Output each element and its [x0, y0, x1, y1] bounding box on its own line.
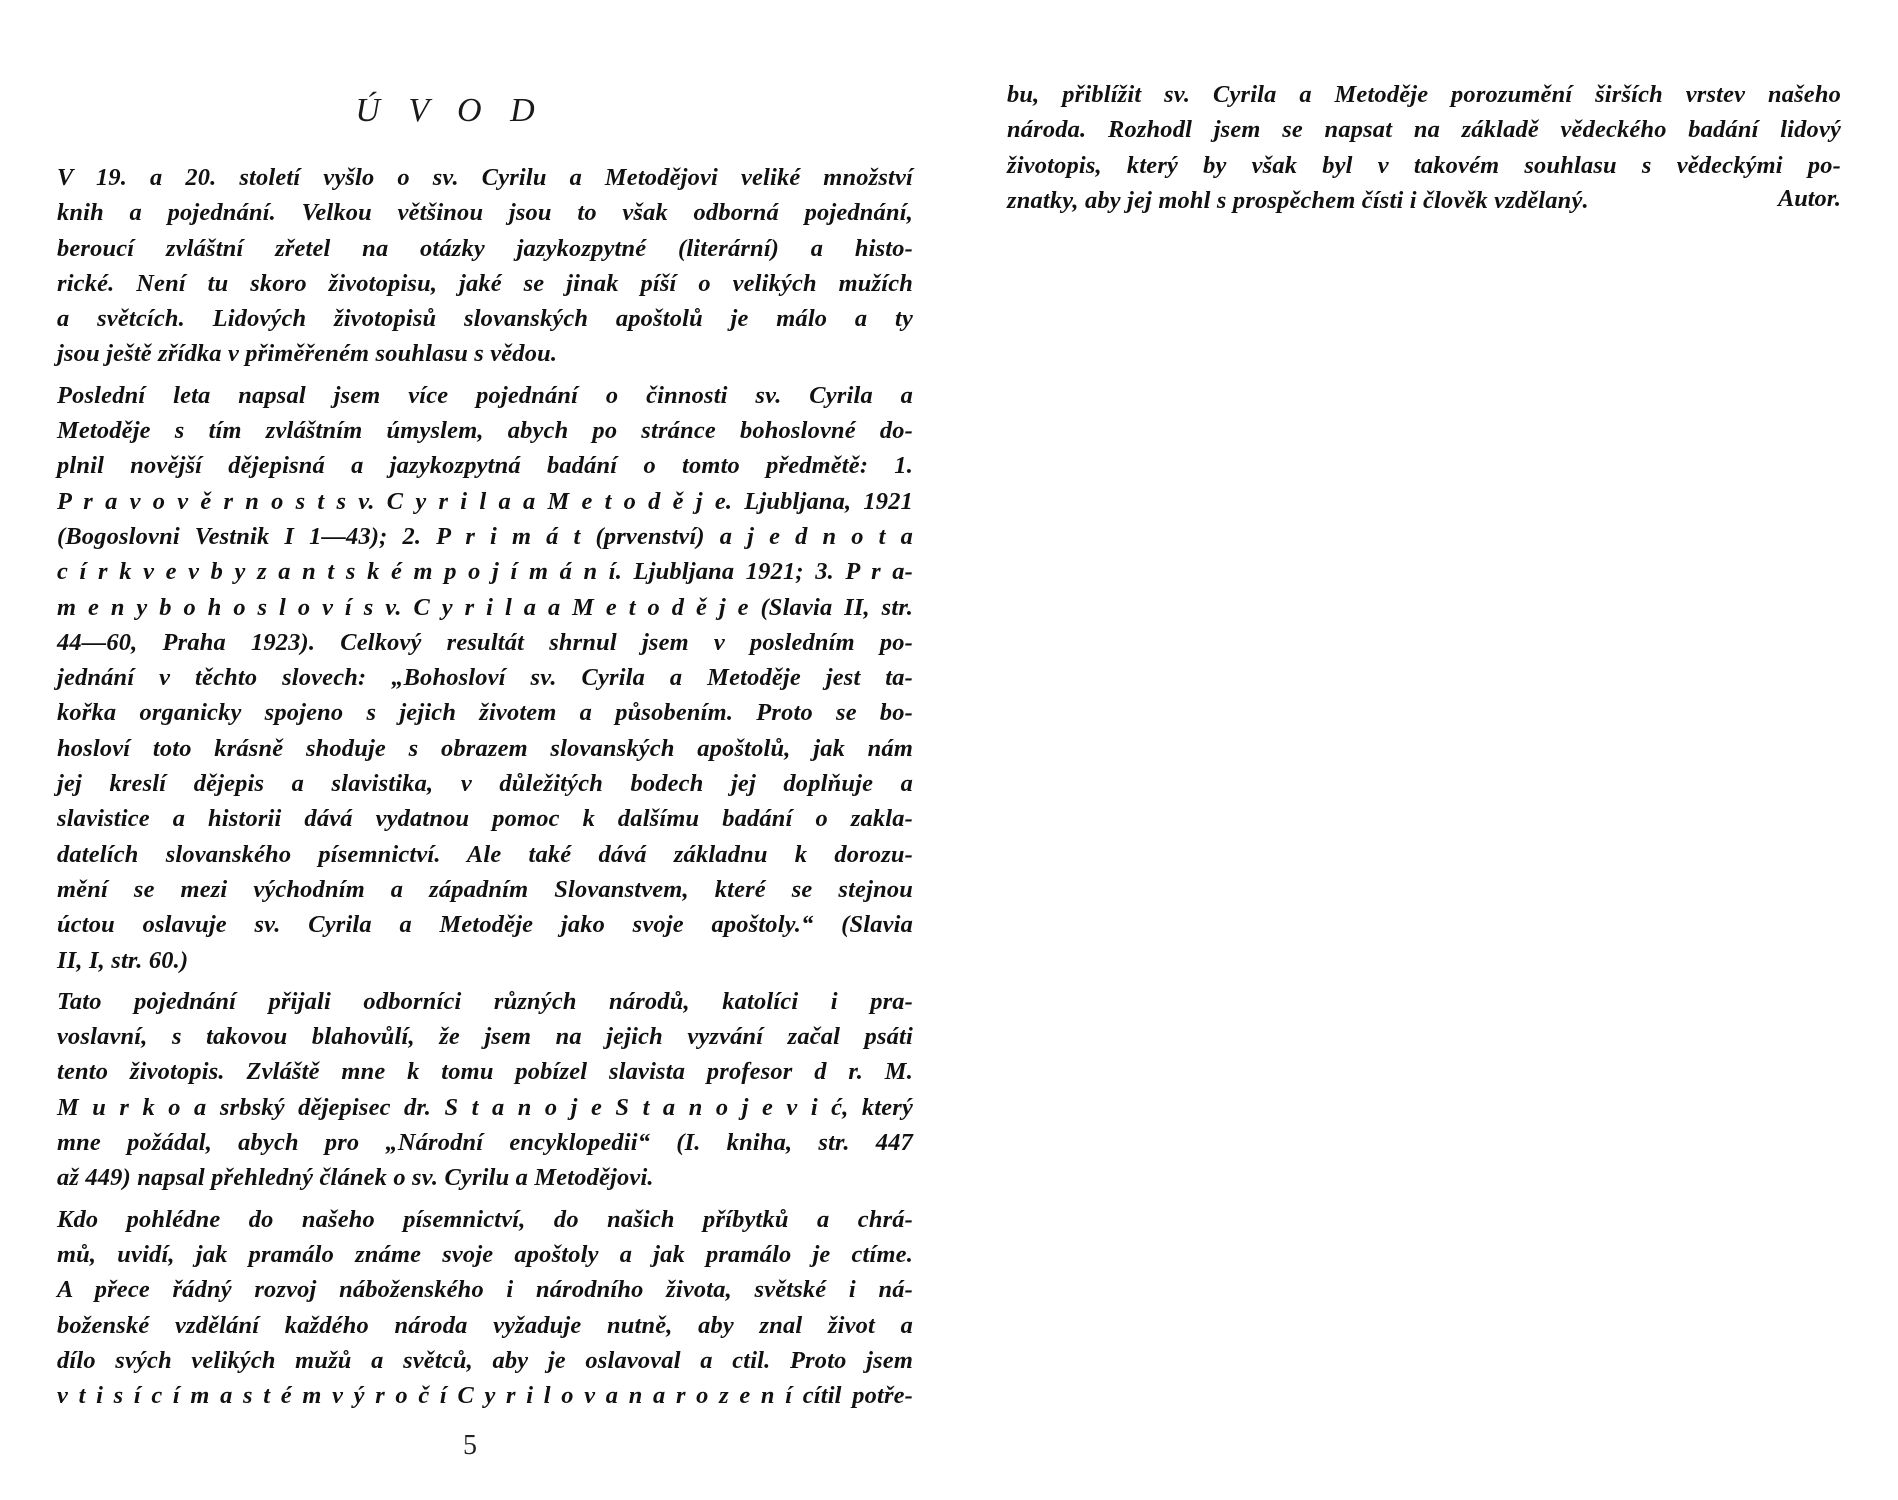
text-line: hosloví toto krásně shoduje s obrazem slovanských apoštolů, jak nám [57, 734, 913, 762]
text-line: datelích slovanského písemnictví. Ale také dává základnu k dorozu- [57, 840, 913, 868]
right-body-text [1007, 77, 1841, 218]
text-line: voslavní, s takovou blahovůlí, že jsem na jejich vyzvání začal psáti [57, 1023, 913, 1051]
text-line: národa. Rozhodl jsem se napsat na základě vědeckého badání lidový [1007, 116, 1841, 144]
text-line: životopis, který by však byl v takovém souhlasu s vědeckými po- [1007, 151, 1841, 179]
text-line: rické. Není tu skoro životopisu, jaké se jinak píší o velikých mužích [57, 269, 913, 297]
text-line: plnil novější dějepisná a jazykozpytná badání o tomto předmětě: 1. [57, 452, 913, 480]
text-line: mne požádal, abych pro „Národní encyklopedii“ (I. kniha, str. 447 [57, 1129, 913, 1157]
text-line: c í r k v e v b y z a n t s k é m p o j í m á n í. Ljubljana 1921; 3. P r a- [57, 558, 913, 586]
text-line: V 19. a 20. století vyšlo o sv. Cyrilu a Metodějovi veliké množství [57, 164, 913, 191]
text-line: II, I, str. 60.) [57, 946, 189, 974]
text-line: Tato pojednání přijali odborníci různých národů, katolíci i pra- [57, 987, 913, 1015]
text-line: 44—60, Praha 1923). Celkový resultát shrnul jsem v posledním po- [57, 628, 913, 656]
text-line: slavistice a historii dává vydatnou pomoc k dalšímu badání o zakla- [57, 805, 913, 833]
text-line: až 449) napsal přehledný článek o sv. Cyrilu a Metodějovi. [57, 1164, 654, 1192]
page-heading: Ú V O D [355, 92, 545, 129]
text-line: boženské vzdělání každého národa vyžaduje nutně, aby znal život a [57, 1311, 913, 1339]
text-line: P r a v o v ě r n o s t s v. C y r i l a a M e t o d ě j e. Ljubljana, 1921 [57, 487, 913, 515]
text-line: Metoděje s tím zvláštním úmyslem, abych po stránce bohoslovné do- [57, 417, 913, 445]
text-line: znatky, aby jej mohl s prospěchem čísti i člověk vzdělaný. [1007, 186, 1589, 214]
text-line: (Bogoslovni Vestnik I 1—43); 2. P r i m á t (prvenství) a j e d n o t a [57, 522, 913, 550]
text-line: a světcích. Lidových životopisů slovanských apoštolů je málo a ty [57, 305, 913, 333]
page-number: 5 [463, 1430, 477, 1461]
text-line: jsou ještě zřídka v přiměřeném souhlasu s vědou. [57, 340, 558, 368]
text-line: dílo svých velikých mužů a světců, aby je oslavoval a ctil. Proto jsem [57, 1346, 913, 1374]
text-line: bu, přiblížit sv. Cyrila a Metoděje porozumění širších vrstev našeho [1007, 81, 1841, 108]
text-line: Poslední leta napsal jsem více pojednání o činnosti sv. Cyrila a [57, 381, 913, 409]
text-line: mů, uvidí, jak pramálo známe svoje apoštoly a jak pramálo je ctíme. [57, 1240, 913, 1268]
text-line: m e n y b o h o s l o v í s v. C y r i l a a M e t o d ě j e (Slavia II, str. [57, 593, 913, 621]
text-line: mění se mezi východním a západním Slovanstvem, které se stejnou [57, 875, 913, 903]
text-line: tento životopis. Zvláště mne k tomu pobízel slavista profesor d r. M. [57, 1058, 913, 1086]
text-line: knih a pojednání. Velkou většinou jsou to však odborná pojednání, [57, 199, 913, 227]
text-line: A přece řádný rozvoj náboženského i národního života, světské i ná- [57, 1276, 913, 1304]
text-line: úctou oslavuje sv. Cyrila a Metoděje jako svoje apoštoly.“ (Slavia [57, 911, 913, 939]
text-line: Kdo pohlédne do našeho písemnictví, do našich příbytků a chrá- [57, 1205, 913, 1233]
text-line: jej kreslí dějepis a slavistika, v důležitých bodech jej doplňuje a [57, 770, 913, 798]
author-signature: Autor. [1777, 185, 1841, 212]
text-line: beroucí zvláštní zřetel na otázky jazykozpytné (literární) a histo- [57, 234, 913, 262]
text-line: v t i s í c í m a s t é m v ý r o č í C y r i l o v a n a r o z e n í cítil potře- [57, 1382, 913, 1410]
text-line: kořka organicky spojeno s jejich životem a působením. Proto se bo- [57, 699, 913, 727]
left-body-text [57, 160, 913, 1413]
text-line: jednání v těchto slovech: „Bohosloví sv. Cyrila a Metoděje jest ta- [57, 664, 913, 692]
right-page [949, 0, 1898, 1500]
text-line: M u r k o a srbský dějepisec dr. S t a n o j e S t a n o j e v i ć, který [57, 1093, 913, 1121]
